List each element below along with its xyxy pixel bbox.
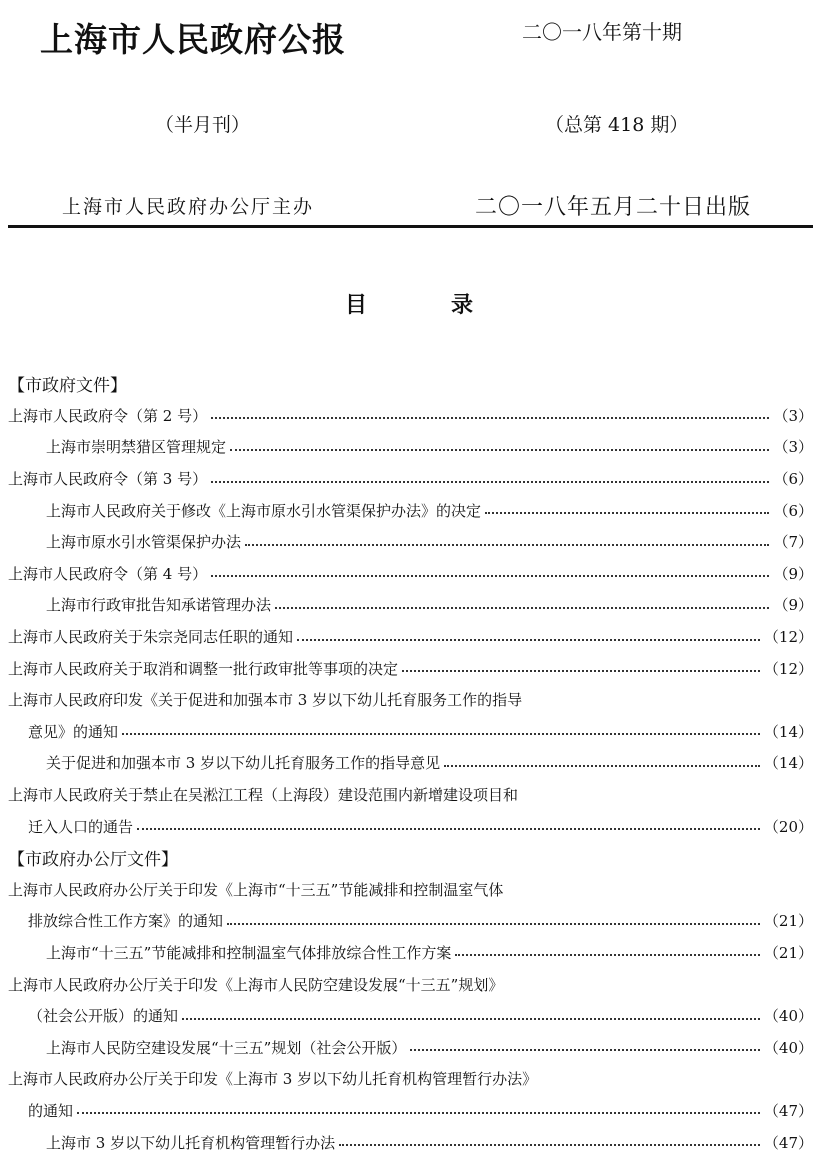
toc-entry-title: 上海市人民政府关于朱宗尧同志任职的通知 [8, 628, 294, 647]
toc-page-number: （12） [763, 659, 813, 678]
toc-entry[interactable] [8, 1095, 813, 1127]
toc-entry-title: 上海市人民政府办公厅关于印发《上海市“十三五”节能减排和控制温室气体 [8, 880, 504, 899]
toc-entry[interactable] [8, 621, 813, 653]
publication-frequency: （半月刊） [155, 114, 251, 136]
toc-entry[interactable] [8, 810, 813, 842]
toc-entry[interactable] [8, 1000, 813, 1032]
toc-page-number: （14） [763, 754, 813, 773]
toc-entry-title: 上海市人民政府令（第 4 号） [8, 564, 208, 583]
dot-leader [211, 481, 769, 483]
toc-entry-title: 上海市“十三五”节能减排和控制温室气体排放综合性工作方案 [46, 943, 452, 962]
toc-entry-title: 上海市人民政府办公厅关于印发《上海市 3 岁以下幼儿托育机构管理暂行办法》 [8, 1070, 538, 1089]
toc-entry[interactable] [8, 431, 813, 463]
dot-leader [410, 1049, 760, 1051]
toc-page-number: （40） [763, 1038, 813, 1057]
sponsor: 上海市人民政府办公厅主办 [62, 196, 315, 218]
gazette-title: 上海市人民政府公报 [40, 20, 346, 59]
toc-entry-title: 上海市行政审批告知承诺管理办法 [46, 596, 272, 615]
toc-section-heading [8, 368, 813, 400]
dot-leader [230, 449, 769, 451]
toc-entry[interactable] [8, 1031, 813, 1063]
toc-page-number: （47） [763, 1133, 813, 1152]
toc-entry[interactable] [8, 968, 813, 1000]
dot-leader [245, 544, 769, 546]
toc-entry-title: 上海市人民防空建设发展“十三五”规划（社会公开版） [46, 1038, 407, 1057]
toc-entry[interactable] [8, 905, 813, 937]
dot-leader [211, 575, 769, 577]
toc-entry[interactable] [8, 589, 813, 621]
toc-page-number: （14） [763, 722, 813, 741]
toc-entry-title: 排放综合性工作方案》的通知 [28, 912, 224, 931]
toc-page-number: （9） [773, 596, 813, 615]
toc-entry-title: 上海市人民政府关于禁止在吴淞江工程（上海段）建设范围内新增建设项目和 [8, 786, 519, 805]
toc-entry[interactable] [8, 874, 813, 906]
toc-entry[interactable] [8, 558, 813, 590]
toc-entry[interactable] [8, 747, 813, 779]
toc-page-number: （40） [763, 1007, 813, 1026]
toc-entry[interactable] [8, 400, 813, 432]
toc-page-number: （21） [763, 912, 813, 931]
toc-entry[interactable] [8, 494, 813, 526]
dot-leader [444, 765, 760, 767]
toc-entry-title: 意见》的通知 [28, 722, 119, 741]
dot-leader [77, 1112, 760, 1114]
toc-page-number: （12） [763, 628, 813, 647]
toc-page-number: （21） [763, 943, 813, 962]
toc-entry-title: （社会公开版）的通知 [28, 1007, 179, 1026]
dot-leader [485, 512, 769, 514]
dot-leader [297, 639, 760, 641]
toc-entry-title: 上海市原水引水管渠保护办法 [46, 533, 242, 552]
toc-page-number: （7） [773, 533, 813, 552]
toc-entry-title: 上海市人民政府办公厅关于印发《上海市人民防空建设发展“十三五”规划》 [8, 975, 504, 994]
toc-page-number: （20） [763, 817, 813, 836]
table-of-contents [8, 368, 813, 1158]
dot-leader [402, 670, 760, 672]
toc-entry-title: 上海市人民政府令（第 2 号） [8, 406, 208, 425]
toc-entry[interactable] [8, 779, 813, 811]
toc-section-heading [8, 842, 813, 874]
toc-entry-title: 上海市崇明禁猎区管理规定 [46, 438, 227, 457]
toc-entry[interactable] [8, 937, 813, 969]
toc-entry[interactable] [8, 652, 813, 684]
dot-leader [211, 417, 769, 419]
dot-leader [137, 828, 760, 830]
toc-entry-title: 【市政府文件】 [8, 376, 127, 397]
issue-number: 二〇一八年第十期 [522, 20, 682, 44]
dot-leader [227, 923, 760, 925]
toc-entry[interactable] [8, 463, 813, 495]
toc-entry[interactable] [8, 1126, 813, 1158]
toc-entry[interactable] [8, 716, 813, 748]
header-divider [8, 225, 813, 228]
toc-entry[interactable] [8, 1063, 813, 1095]
dot-leader [339, 1144, 760, 1146]
toc-entry-title: 迁入人口的通告 [28, 817, 134, 836]
total-issue-number: （总第 418 期） [545, 114, 689, 136]
toc-page-number: （47） [763, 1101, 813, 1120]
toc-entry-title: 上海市人民政府关于修改《上海市原水引水管渠保护办法》的决定 [46, 501, 482, 520]
toc-page-number: （6） [773, 501, 813, 520]
toc-page-number: （9） [773, 564, 813, 583]
toc-entry-title: 上海市 3 岁以下幼儿托育机构管理暂行办法 [46, 1133, 336, 1152]
toc-page-number: （3） [773, 438, 813, 457]
toc-page-number: （6） [773, 470, 813, 489]
toc-page-number: （3） [773, 406, 813, 425]
toc-entry-title: 上海市人民政府令（第 3 号） [8, 470, 208, 489]
toc-entry-title: 【市政府办公厅文件】 [8, 850, 178, 871]
toc-entry[interactable] [8, 526, 813, 558]
publish-date: 二〇一八年五月二十日出版 [475, 195, 752, 220]
toc-entry-title: 上海市人民政府关于取消和调整一批行政审批等事项的决定 [8, 659, 399, 678]
dot-leader [455, 954, 760, 956]
toc-entry[interactable] [8, 684, 813, 716]
dot-leader [122, 733, 760, 735]
dot-leader [275, 607, 769, 609]
toc-entry-title: 的通知 [28, 1101, 74, 1120]
toc-entry-title: 上海市人民政府印发《关于促进和加强本市 3 岁以下幼儿托育服务工作的指导 [8, 691, 523, 710]
toc-entry-title: 关于促进和加强本市 3 岁以下幼儿托育服务工作的指导意见 [46, 754, 441, 773]
toc-title: 目录 [345, 292, 558, 318]
dot-leader [182, 1018, 760, 1020]
